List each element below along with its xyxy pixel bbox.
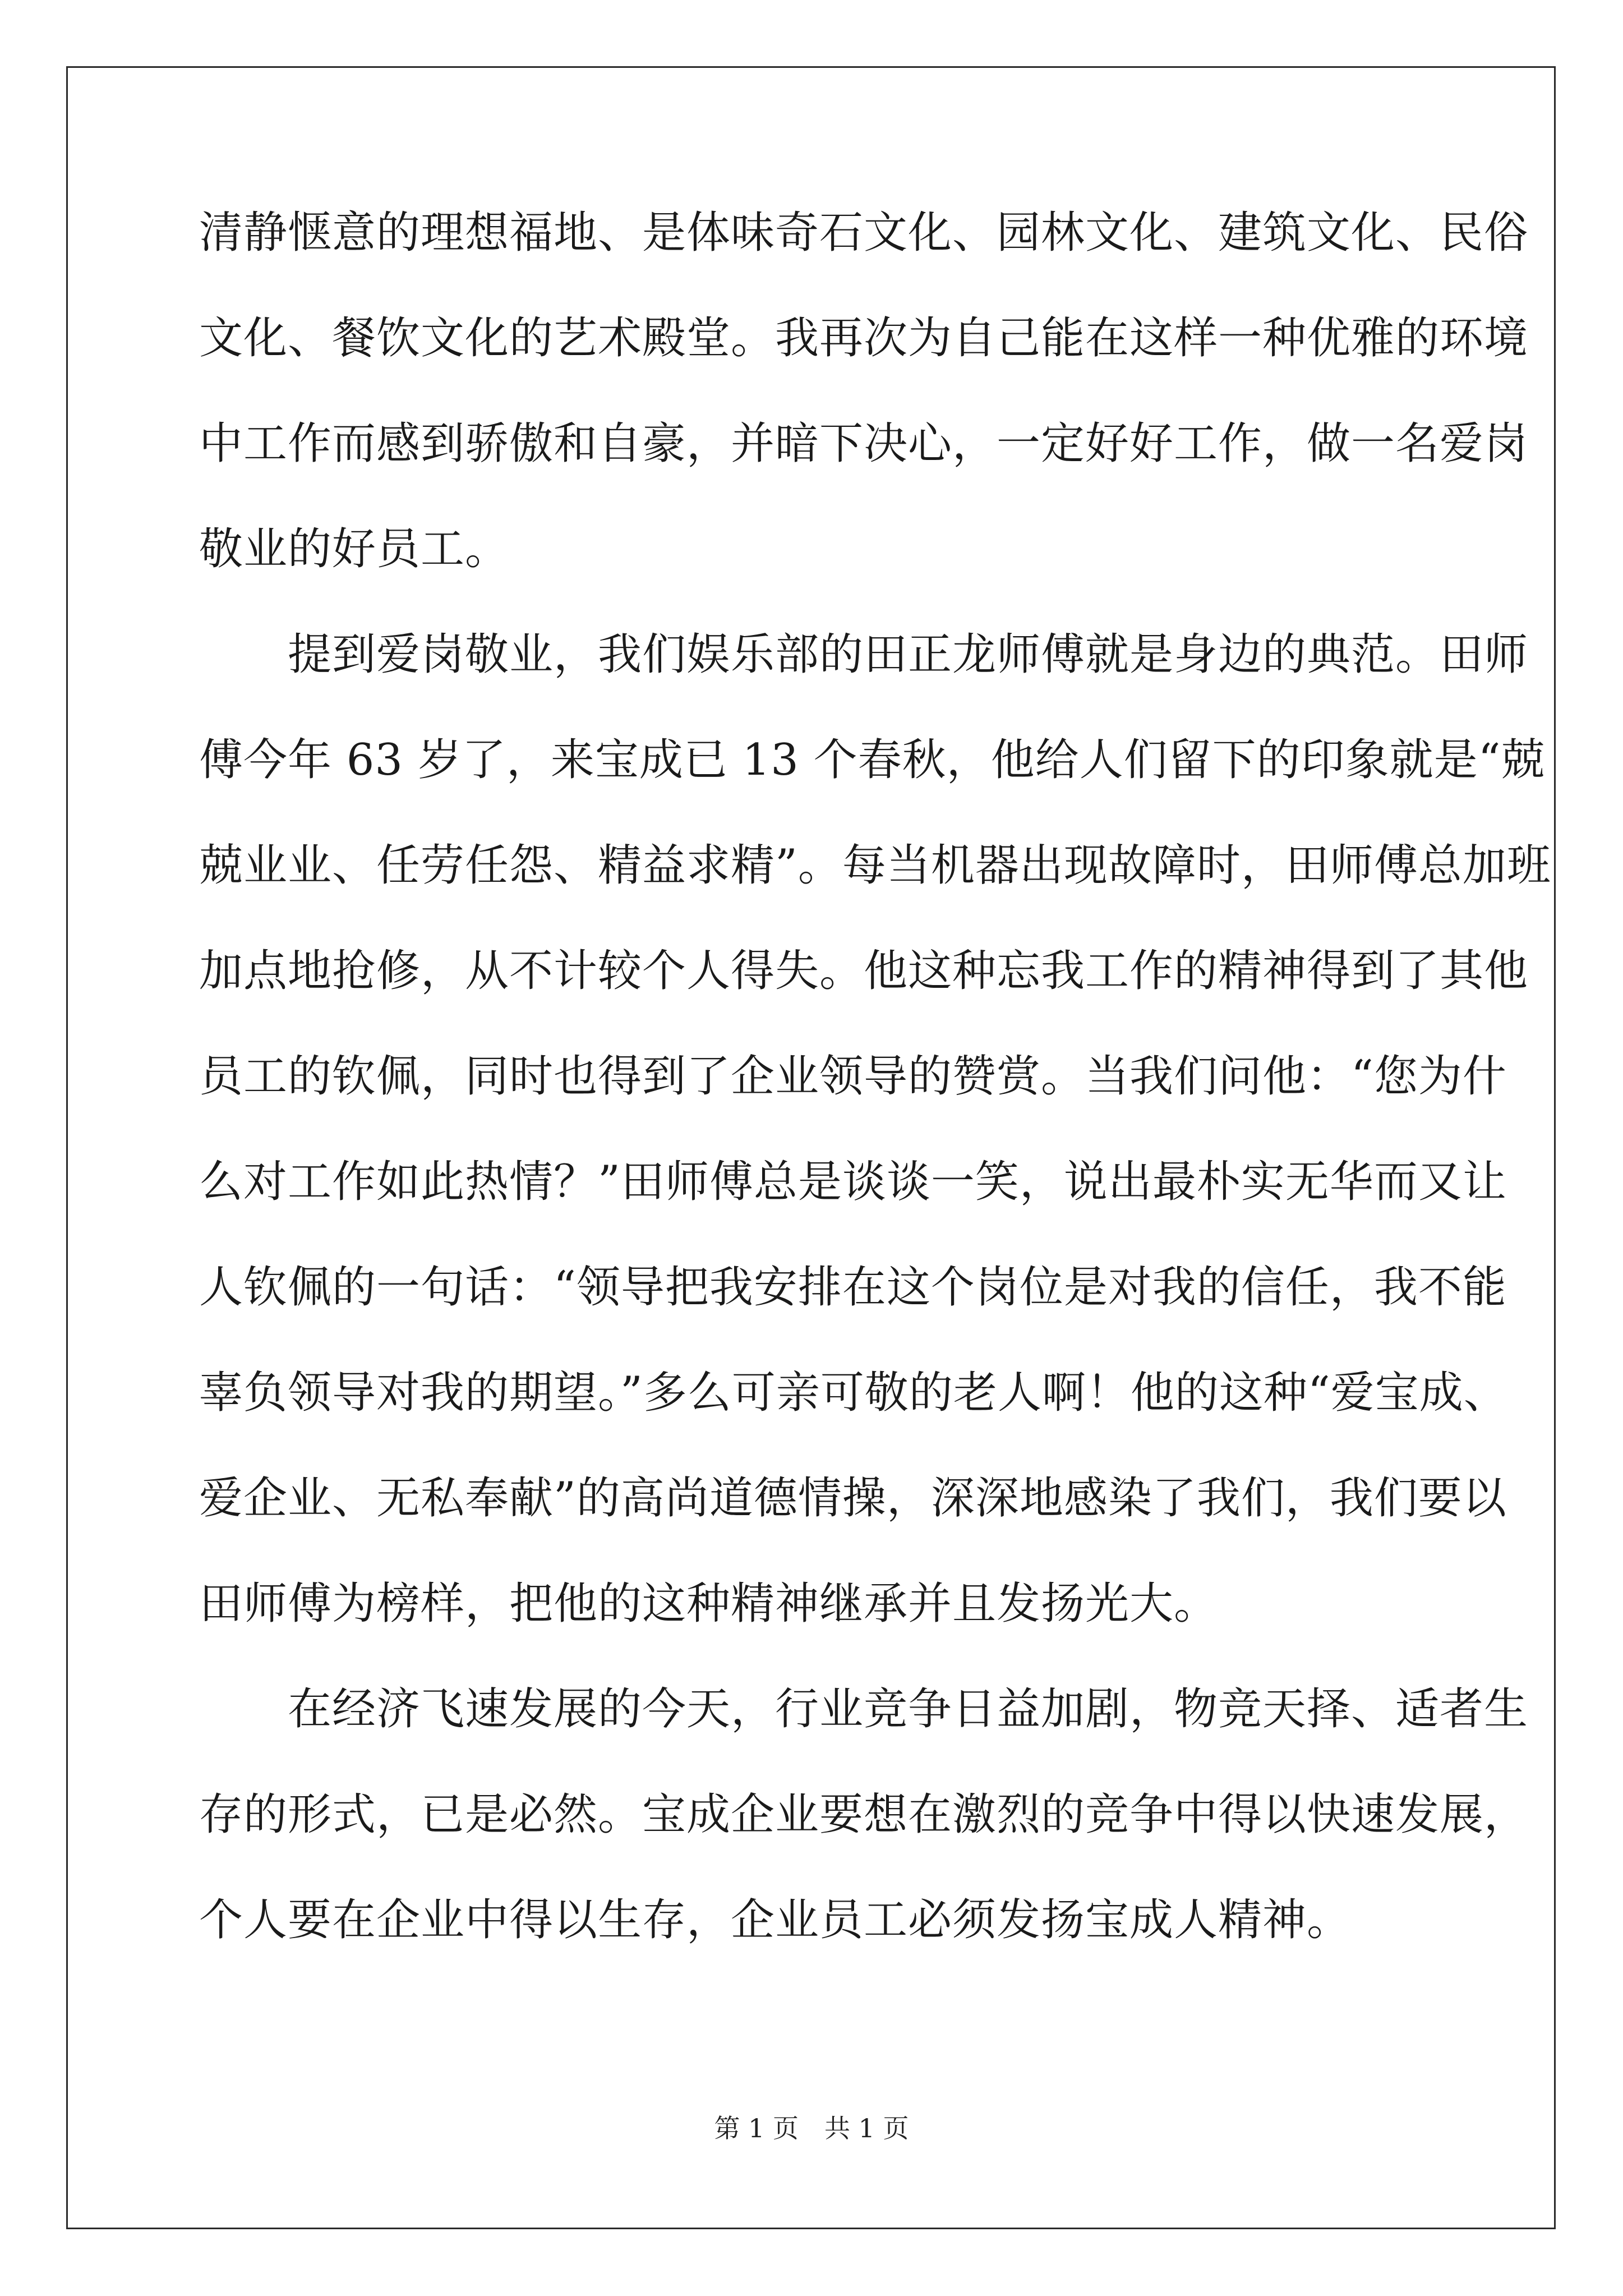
text-line-16: 存的形式，已是必然。宝成企业要想在激烈的竞争中得以快速发展， xyxy=(199,1789,1529,1840)
text-line-1: 清静惬意的理想福地、是体味奇石文化、园林文化、建筑文化、民俗 xyxy=(199,208,1529,258)
text-line-10: 么对工作如此热情？”田师傅总是谈谈一笑，说出最朴实无华而又让 xyxy=(199,1157,1507,1207)
text-line-5: 提到爱岗敬业，我们娱乐部的田正龙师傅就是身边的典范。田师 xyxy=(199,629,1529,680)
text-line-15: 在经济飞速发展的今天，行业竞争日益加剧，物竞天择、适者生 xyxy=(199,1684,1529,1734)
text-line-11: 人钦佩的一句话：“领导把我安排在这个岗位是对我的信任，我不能 xyxy=(199,1262,1507,1313)
text-line-8: 加点地抢修，从不计较个人得失。他这种忘我工作的精神得到了其他 xyxy=(199,946,1529,996)
page-footer xyxy=(0,2111,1623,2145)
text-line-7: 兢业业、任劳任怨、精益求精”。每当机器出现故障时，田师傅总加班 xyxy=(199,840,1551,891)
text-line-6: 傅今年 63 岁了，来宝成已 13 个春秋，他给人们留下的印象就是“兢 xyxy=(199,735,1546,785)
text-line-14: 田师傅为榜样，把他的这种精神继承并且发扬光大。 xyxy=(199,1579,1219,1629)
page-number-label: 第 1 页 共 1 页 xyxy=(714,2113,909,2143)
text-line-13: 爱企业、无私奉献”的高尚道德情操，深深地感染了我们，我们要以 xyxy=(199,1473,1507,1524)
text-line-12: 辜负领导对我的期望。”多么可亲可敬的老人啊！他的这种“爱宝成、 xyxy=(199,1368,1508,1418)
text-line-4: 敬业的好员工。 xyxy=(199,524,510,574)
text-line-3: 中工作而感到骄傲和自豪，并暗下决心，一定好好工作，做一名爱岗 xyxy=(199,418,1529,469)
text-line-2: 文化、餐饮文化的艺术殿堂。我再次为自己能在这样一种优雅的环境 xyxy=(199,313,1529,364)
text-line-17: 个人要在企业中得以生存，企业员工必须发扬宝成人精神。 xyxy=(199,1895,1352,1945)
text-line-9: 员工的钦佩，同时也得到了企业领导的赞赏。当我们问他：“您为什 xyxy=(199,1051,1507,1102)
